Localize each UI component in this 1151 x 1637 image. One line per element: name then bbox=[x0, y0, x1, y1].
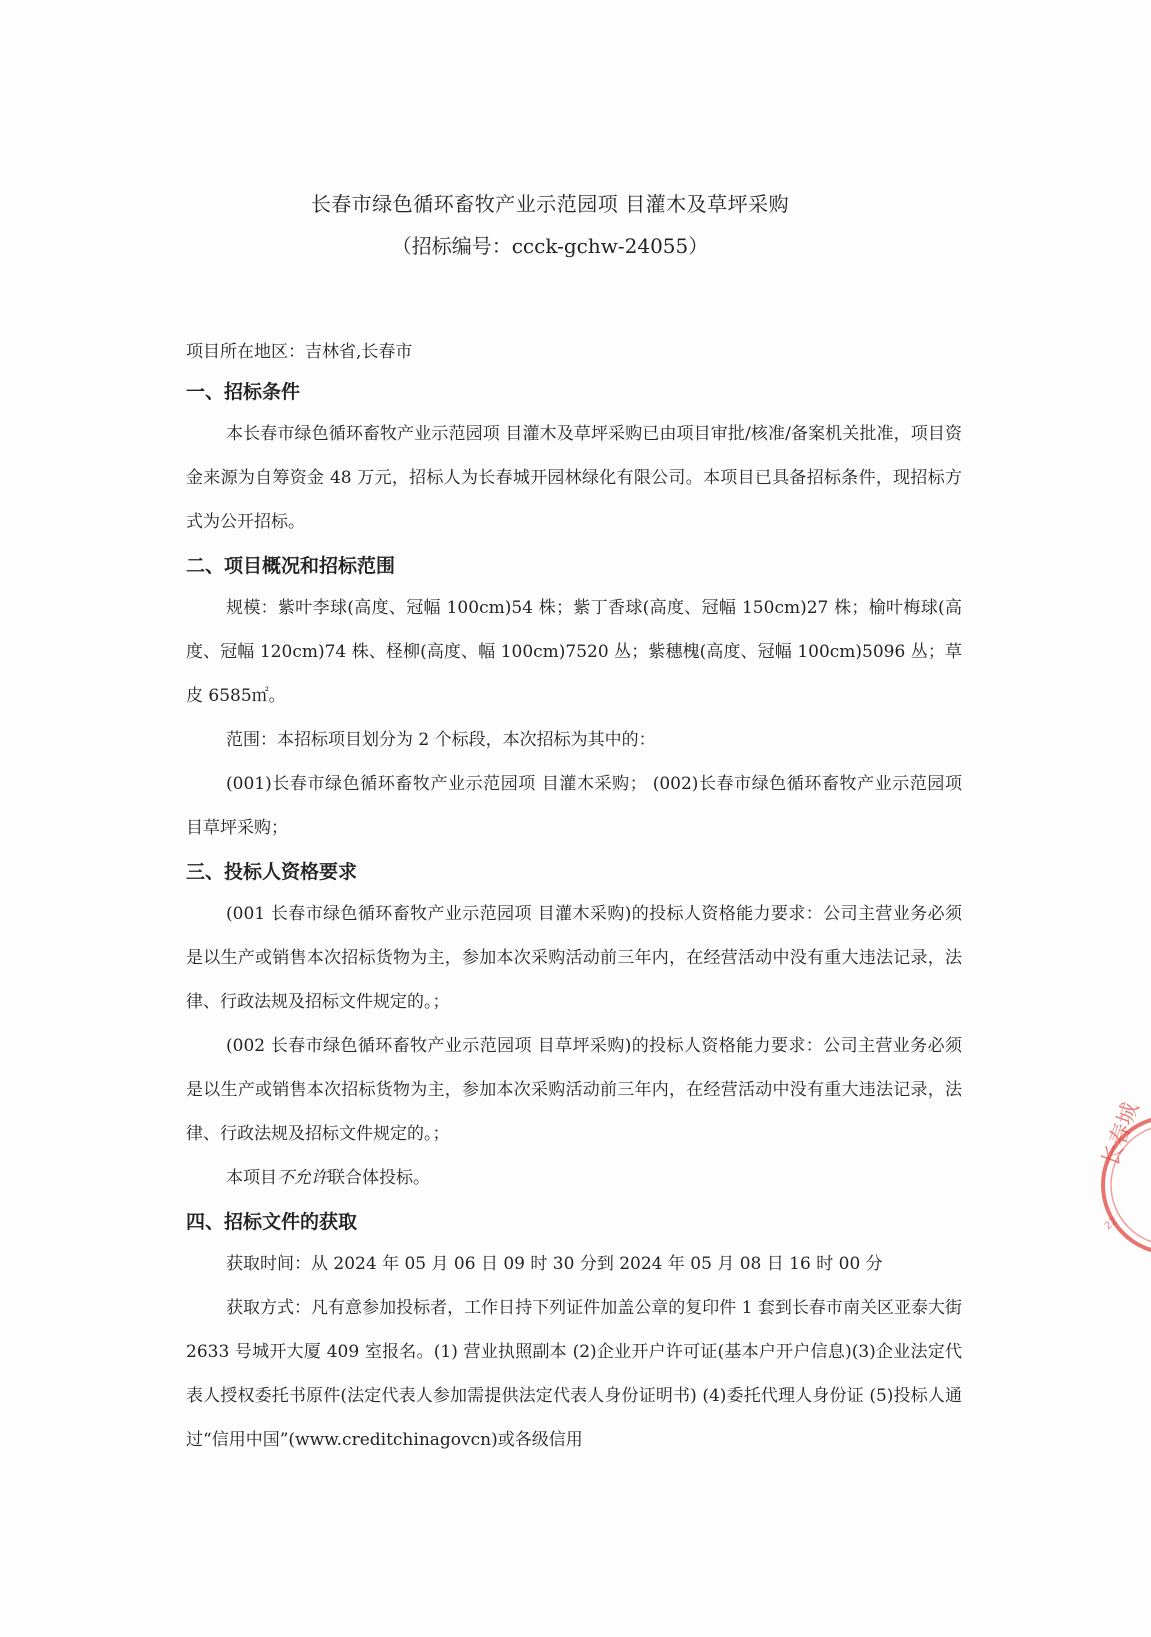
paragraph: 规模：紫叶李球(高度、冠幅 100cm)54 株；紫丁香球(高度、冠幅 150cm)27 株；榆叶梅球(高度、冠幅 120cm)74 株、柽柳(高度、幅 100cm)7520 丛；紫穗槐(高度、冠幅 100cm)5096 丛；草皮 6585㎡。 bbox=[186, 598, 962, 706]
tender-number: （招标编号：ccck-gchw-24055） bbox=[391, 234, 709, 258]
document-body bbox=[186, 334, 962, 1462]
svg-text:长春城: 长春城 bbox=[1098, 1099, 1145, 1171]
section-tender-documents bbox=[186, 1202, 962, 1462]
section-heading: 四、招标文件的获取 bbox=[186, 1211, 358, 1233]
paragraph: (001)长春市绿色循环畜牧产业示范园项 目灌木采购； (002)长春市绿色循环畜牧产业示范园项 目草坪采购； bbox=[186, 774, 962, 838]
section-bidding-conditions bbox=[186, 372, 962, 544]
paragraph: (001 长春市绿色循环畜牧产业示范园项 目灌木采购)的投标人资格能力要求：公司主营业务必须是以生产或销售本次招标货物为主，参加本次采购活动前三年内，在经营活动中没有重大违法记录，法律、行政法规及招标文件规定的。； bbox=[186, 904, 962, 1012]
document-title: 长春市绿色循环畜牧产业示范园项 目灌木及草坪采购 bbox=[310, 192, 790, 216]
joint-bid-statement bbox=[186, 1156, 962, 1200]
joint-bid-suffix: 联合体投标。 bbox=[328, 1168, 430, 1188]
section-heading: 三、投标人资格要求 bbox=[186, 861, 358, 883]
paragraph: 获取时间：从 2024 年 05 月 06 日 09 时 30 分到 2024 年 05 月 08 日 16 时 00 分 bbox=[226, 1254, 883, 1274]
paragraph: 本长春市绿色循环畜牧产业示范园项 目灌木及草坪采购已由项目审批/核准/备案机关批准，项目资金来源为自筹资金 48 万元，招标人为长春城开园林绿化有限公司。本项目已具备招标条件，现招标方式为公开招标。 bbox=[186, 424, 962, 532]
project-location: 项目所在地区：吉林省,长春市 bbox=[186, 342, 413, 362]
section-bidder-qualifications bbox=[186, 852, 962, 1200]
paragraph: 获取方式：凡有意参加投标者，工作日持下列证件加盖公章的复印件 1 套到长春市南关区亚泰大街 2633 号城开大厦 409 室报名。(1) 营业执照副本 (2)企业开户许可证(基本户开户信息)(3)企业法定代表人授权委托书原件(法定代表人参加需提供法定代表人身份证明书) (4)委托代理人身份证 (5)投标人通过“信用中国”(www.creditchinagovcn)或各级信用 bbox=[186, 1298, 962, 1450]
paragraph: 范围：本招标项目划分为 2 个标段，本次招标为其中的： bbox=[226, 730, 656, 750]
official-seal-icon bbox=[1096, 1099, 1151, 1260]
joint-bid-emphasis: 不允许 bbox=[277, 1168, 328, 1188]
joint-bid-prefix: 本项目 bbox=[226, 1168, 277, 1188]
section-heading: 一、招标条件 bbox=[186, 381, 301, 403]
svg-text:22: 22 bbox=[1102, 1215, 1120, 1233]
section-heading: 二、项目概况和招标范围 bbox=[186, 555, 396, 577]
section-project-overview bbox=[186, 546, 962, 850]
paragraph: (002 长春市绿色循环畜牧产业示范园项 目草坪采购)的投标人资格能力要求：公司主营业务必须是以生产或销售本次招标货物为主，参加本次采购活动前三年内，在经营活动中没有重大违法记录，法律、行政法规及招标文件规定的。； bbox=[186, 1036, 962, 1144]
title-block bbox=[0, 188, 1100, 262]
